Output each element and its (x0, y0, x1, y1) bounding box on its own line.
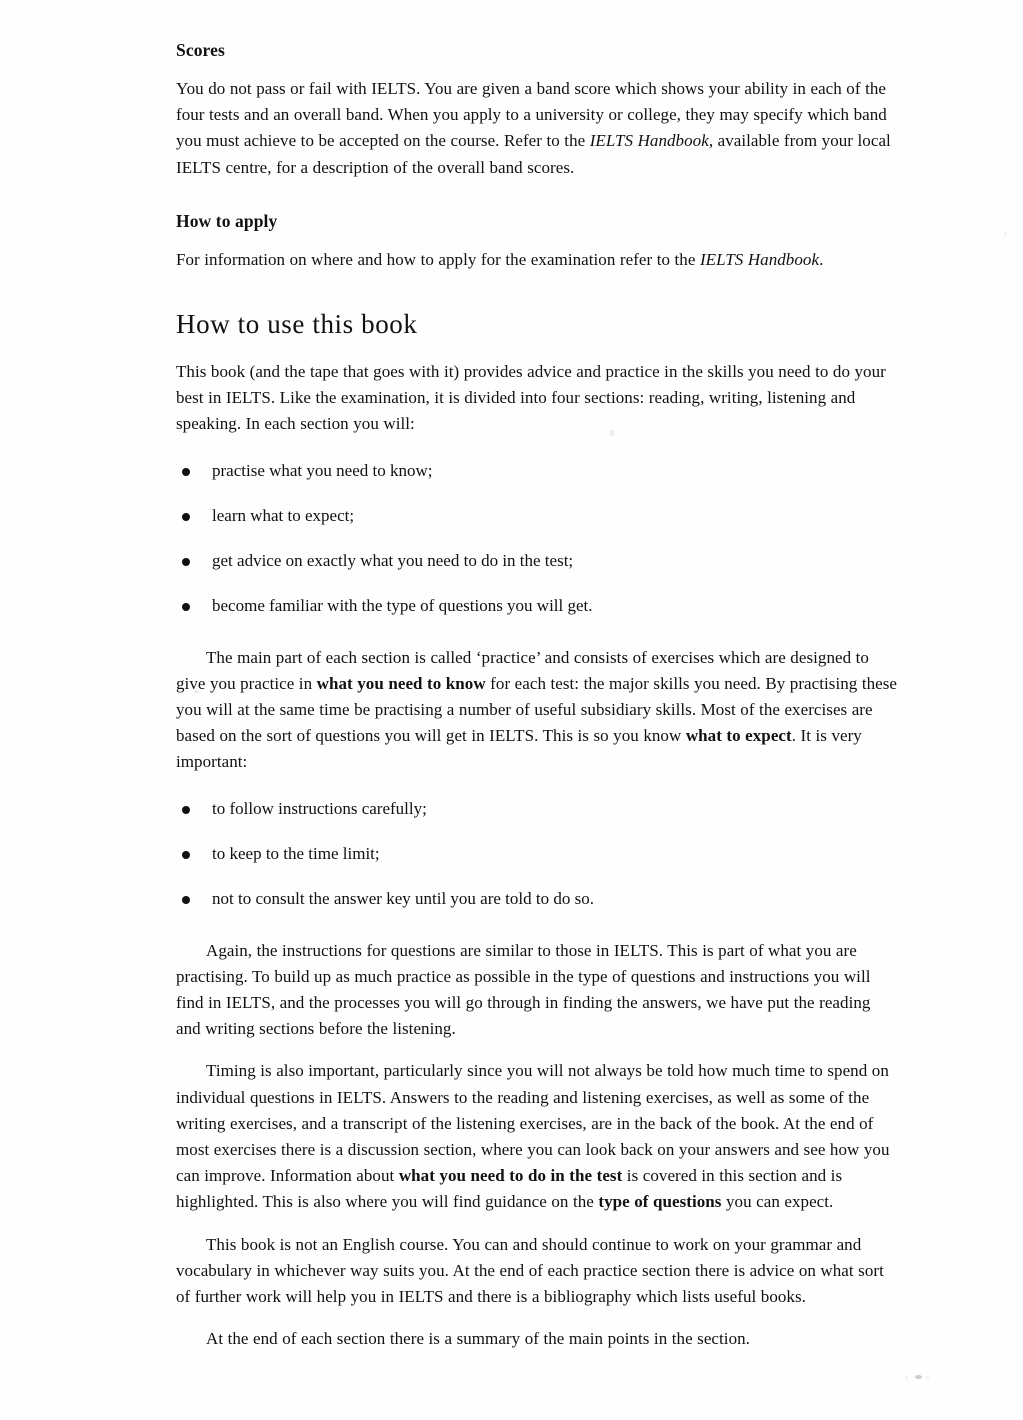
scan-artifact-speck (915, 1375, 922, 1379)
paragraph-how-to-apply-tail: . (819, 249, 824, 269)
bullet-list-very-important (176, 796, 898, 912)
list-item-label: become familiar with the type of questions you will get. (212, 595, 593, 615)
heading-how-to-use-this-book: How to use this book (176, 309, 418, 340)
bold-what-you-need-to-do-in-the-test: what you need to do in the test (398, 1166, 623, 1186)
bullet-dot-icon (182, 603, 190, 611)
list-item (176, 458, 898, 484)
list-item-label: to keep to the time limit; (212, 843, 380, 863)
bullet-dot-icon (182, 513, 190, 521)
list-item (176, 548, 898, 574)
bullet-dot-icon (182, 806, 190, 814)
paragraph-main-part-1: The main part of each section is called ‘practice’ and consists of exercises which are designed to give you practice in (176, 647, 869, 693)
bullet-dot-icon (182, 896, 190, 904)
paragraph-not-english-course: This book is not an English course. You can and should continue to work on your grammar and vocabulary in whichever way suits you. At the end of each practice section there is advice on what sort of further work will help you in IELTS and there is a bibliography which lists useful books. (176, 1234, 884, 1307)
list-item-label: not to consult the answer key until you are told to do so. (212, 888, 594, 908)
heading-scores: Scores (176, 40, 225, 60)
paragraph-scores (176, 76, 898, 181)
list-item-label: get advice on exactly what you need to do in the test; (212, 550, 574, 570)
scan-artifact-speck (926, 1376, 929, 1379)
bullet-list-in-each-section (176, 458, 898, 619)
scan-artifact-speck (1004, 232, 1007, 235)
scan-artifact-speck (194, 690, 199, 693)
paragraph-scores-tail: , available from your local IELTS centre, for a description of the overall band scores. (176, 131, 891, 177)
paragraph-intro: This book (and the tape that goes with it) provides advice and practice in the skills you need to do your best in IELTS. Like the examination, it is divided into four sections: reading, writing, listening and speaking. In each section you will: (176, 362, 886, 434)
list-item (176, 503, 898, 529)
list-item (176, 841, 898, 867)
list-item (176, 593, 898, 619)
paragraph-main-part-3: . It is very important: (176, 726, 862, 772)
heading-how-to-apply: How to apply (176, 210, 278, 231)
paragraph-timing-2: is covered in this section and is highlighted. This is also where you will find guidance on the (176, 1166, 843, 1212)
paragraph-again: Again, the instructions for questions are similar to those in IELTS. This is part of what you are practising. To build up as much practice as possible in the type of questions and instructions you will find in IELTS, and the processes you will go through in finding the answers, we have put the reading and writing sections before the listening. (176, 940, 871, 1039)
bold-what-you-need-to-know: what you need to know (316, 673, 486, 693)
paragraph-how-to-apply-lead: For information on where and how to apply for the examination refer to the (176, 249, 700, 269)
list-item-label: practise what you need to know; (212, 460, 433, 480)
scan-artifact-speck (610, 430, 614, 436)
paragraph-timing-1: Timing is also important, particularly since you will not always be told how much time to spend on individual questions in IELTS. Answers to the reading and listening exercises, as well as some of the writing exercises, and a transcript of the listening exercises, are in the back of the book. At the end of most exercises there is a discussion section, where you can look back on your answers and see how you can improve. Information about (176, 1061, 890, 1186)
list-item-label: to follow instructions carefully; (212, 798, 427, 818)
bold-what-to-expect: what to expect (685, 726, 792, 746)
list-item (176, 886, 898, 912)
scan-artifact-speck (905, 1376, 908, 1379)
paragraph-how-to-apply (176, 247, 898, 273)
bold-type-of-questions: type of questions (598, 1192, 722, 1212)
list-item (176, 796, 898, 822)
bullet-dot-icon (182, 851, 190, 859)
bullet-dot-icon (182, 558, 190, 566)
paragraph-summary: At the end of each section there is a summary of the main points in the section. (206, 1329, 750, 1349)
paragraph-main-part (176, 645, 898, 776)
paragraph-timing (176, 1058, 898, 1215)
paragraph-timing-3: you can expect. (721, 1192, 834, 1212)
page-text-column (176, 38, 898, 1368)
italic-ielts-handbook-1: IELTS Handbook (589, 131, 709, 151)
bullet-dot-icon (182, 468, 190, 476)
paragraph-main-part-2: for each test: the major skills you need. By practising these you will at the same time be practising a number of useful subsidiary skills. Most of the exercises are based on the sort of questions you will get in IELTS. This is so you know (176, 673, 897, 746)
paragraph-scores-lead: You do not pass or fail with IELTS. You are given a band score which shows your ability in each of the four tests and an overall band. When you apply to a university or college, they may specify which band you must achieve to be accepted on the course. Refer to the (176, 79, 887, 151)
italic-ielts-handbook-2: IELTS Handbook (699, 249, 820, 269)
list-item-label: learn what to expect; (212, 505, 355, 525)
